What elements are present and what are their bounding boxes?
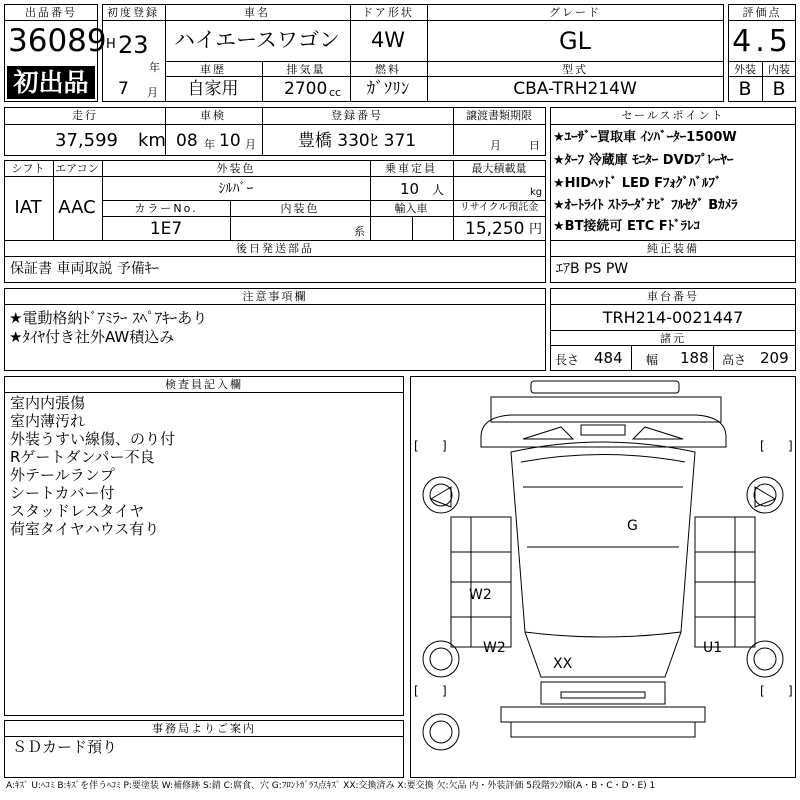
lot-number: 36089 xyxy=(8,23,107,59)
reg-era: H xyxy=(106,37,116,52)
inspector-line-8: 荷室タイヤハウス有り xyxy=(10,520,160,538)
bracket-3: [ xyxy=(760,439,765,453)
bracket-2: ] xyxy=(442,439,447,453)
load-label: 最大積載量 xyxy=(471,162,527,175)
mileage-label: 走行 xyxy=(72,109,98,122)
damage-mark-w2-bottom: W2 xyxy=(483,640,506,656)
model-label: 型式 xyxy=(562,63,588,76)
load-unit: kg xyxy=(530,187,543,198)
car-name-label: 車名 xyxy=(244,6,270,19)
width: 188 xyxy=(680,349,709,367)
interior-label: 内装 xyxy=(768,63,790,76)
bracket-8: ] xyxy=(788,684,793,698)
model: CBA-TRH214W xyxy=(513,79,637,99)
sales-line-2: ★ﾀｰﾌ 冷蔵庫 ﾓﾆﾀｰ DVDﾌﾟﾚｰﾔｰ xyxy=(553,153,734,168)
inspector-line-1: 室内内張傷 xyxy=(10,394,86,412)
cc-unit: cc xyxy=(329,86,342,99)
insp-year-unit: 年 xyxy=(204,138,215,151)
rear-body xyxy=(525,632,681,677)
insp-month-unit: 月 xyxy=(245,138,256,151)
sales-line-4: ★ｵｰﾄﾗｲﾄ ｽﾄﾗｰﾀﾞﾅﾋﾞ ﾌﾙｾｸﾞ Bｶﾒﾗ xyxy=(553,198,738,213)
notes-line-1: ★電動格納ﾄﾞｱﾐﾗｰ ｽﾍﾟｱｷｰあり xyxy=(9,309,208,327)
grade-label: グレード xyxy=(549,6,601,19)
history-label: 車歴 xyxy=(200,63,226,76)
reg-label: 初度登録 xyxy=(107,6,159,19)
bracket-1: [ xyxy=(414,439,419,453)
windshield-left xyxy=(523,427,573,439)
import-label: 輸入車 xyxy=(394,202,428,215)
exterior-color: ｼﾙﾊﾞｰ xyxy=(218,181,254,197)
shift-label: シフト xyxy=(11,162,45,175)
wheel-rear-right xyxy=(747,641,783,677)
interior-color-unit: 系 xyxy=(354,225,365,238)
score: 4.5 xyxy=(732,24,792,59)
height: 209 xyxy=(760,349,789,367)
wheel-rear-left xyxy=(423,641,459,677)
damage-mark-w2-top: W2 xyxy=(469,587,492,603)
damage-mark-g: G xyxy=(627,518,638,534)
shift: IAT xyxy=(14,197,42,218)
wheel-front-right xyxy=(747,477,783,513)
inspector-line-4: Rゲートダンパー不良 xyxy=(10,448,155,466)
bracket-5: [ xyxy=(414,684,419,698)
legend-text: A:ｷｽﾞ U:ﾍｺﾐ B:ｷｽﾞを伴うﾍｺﾐ P:要塗装 W:補修跡 S:錆 C:腐食、穴 G:ﾌﾛﾝﾄｶﾞﾗｽ点ｷｽﾞ XX:交換済み X:要交換 欠:欠品 内・外装評価 5段階ﾗﾝｸ順(A・B・C・D・E) 1 xyxy=(6,781,656,791)
rear-bumper xyxy=(541,682,665,704)
parts-label: 後日発送部品 xyxy=(236,242,314,255)
color-no-label: カラーNo. xyxy=(134,202,198,215)
inspection-label: 車検 xyxy=(200,109,226,122)
interior-color-label: 内装色 xyxy=(280,202,320,215)
year-unit: 年 xyxy=(149,61,160,74)
spare-wheel xyxy=(423,714,459,750)
interior-grade: B xyxy=(772,78,786,100)
inspector-line-7: スタッドレスタイヤ xyxy=(10,502,145,520)
notes-label: 注意事項欄 xyxy=(242,290,308,303)
wheel-front-left xyxy=(423,477,459,513)
yen-unit: 円 xyxy=(529,222,543,237)
displacement-label: 排気量 xyxy=(286,63,326,76)
transfer-label: 譲渡書類期限 xyxy=(466,109,532,122)
damage-mark-u1: U1 xyxy=(703,640,723,656)
displacement: 2700 xyxy=(284,79,328,99)
capacity-unit: 人 xyxy=(432,183,445,197)
recycle-label: リサイクル預託金 xyxy=(459,202,539,213)
door-label: ドア形状 xyxy=(362,6,414,19)
exterior-label: 外装 xyxy=(734,63,756,76)
transfer-day: 日 xyxy=(529,139,540,152)
capacity: 10 xyxy=(400,180,420,198)
aircon-label: エアコン xyxy=(55,162,99,175)
aircon: AAC xyxy=(58,197,96,218)
history: 自家用 xyxy=(187,79,239,99)
car-name: ハイエースワゴン xyxy=(173,28,341,52)
plate: 豊橋 330ﾋ 371 xyxy=(297,131,417,151)
notes-line-2: ★ﾀｲﾔ付き社外AW積込み xyxy=(9,328,175,346)
bracket-4: ] xyxy=(788,439,793,453)
exterior-grade: B xyxy=(738,78,752,100)
inspector-line-6: シートカバー付 xyxy=(10,484,115,502)
bracket-6: ] xyxy=(442,684,447,698)
inspector-line-5: 外テールランプ xyxy=(10,466,115,484)
car-diagram xyxy=(411,377,795,777)
color-no: 1E7 xyxy=(149,219,183,239)
dims-label: 諸元 xyxy=(660,332,686,345)
bracket-7: [ xyxy=(760,684,765,698)
sales-line-5: ★BT接続可 ETC Fﾄﾞﾗﾚｺ xyxy=(553,219,701,234)
door-type: 4W xyxy=(370,28,406,52)
first-listing: 初出品 xyxy=(13,68,89,97)
grade: GL xyxy=(559,27,591,55)
plate-label: 登録番号 xyxy=(331,109,383,122)
insp-month: 10 xyxy=(219,131,241,151)
body-outline-top xyxy=(491,397,721,422)
lot-label: 出品番号 xyxy=(25,6,77,19)
color-label: 外装色 xyxy=(216,162,256,175)
recycle: 15,250 xyxy=(465,219,525,239)
reg-year: 23 xyxy=(118,31,149,59)
insp-year: 08 xyxy=(176,131,198,151)
reg-month: 7 xyxy=(118,79,129,99)
windshield-right xyxy=(633,427,683,439)
sales-line-3: ★HIDﾍｯﾄﾞ LED Fﾌｫｸﾞﾊﾞﾙﾌﾞ xyxy=(553,176,722,191)
width-label: 幅 xyxy=(646,353,659,367)
equipment-label: 純正装備 xyxy=(647,242,699,255)
km-unit: km xyxy=(138,130,166,151)
inspector-line-3: 外装うすい線傷、のり付 xyxy=(10,430,176,448)
transfer-month: 月 xyxy=(490,139,501,152)
inspector-line-2: 室内薄汚れ xyxy=(10,412,86,430)
height-label: 高さ xyxy=(722,353,747,367)
office-label: 事務局よりご案内 xyxy=(152,722,256,735)
capacity-label: 乗車定員 xyxy=(385,162,437,175)
month-unit: 月 xyxy=(147,86,158,99)
body-center xyxy=(511,442,695,637)
roof-outline xyxy=(531,381,679,393)
fuel-label: 燃料 xyxy=(375,63,401,76)
mileage: 37,599 xyxy=(55,130,118,151)
fuel: ｶﾞｿﾘﾝ xyxy=(366,79,410,99)
sales-line-1: ★ﾕｰｻﾞｰ買取車 ｲﾝﾊﾞｰﾀｰ1500W xyxy=(553,130,737,145)
score-label: 評価点 xyxy=(742,6,782,19)
parts-text: 保証書 車両取説 予備ｷｰ xyxy=(10,261,159,277)
chassis-number: TRH214-0021447 xyxy=(602,308,744,327)
chassis-label: 車台番号 xyxy=(647,290,699,303)
length-label: 長さ xyxy=(555,353,580,367)
damage-mark-xx: XX xyxy=(553,656,573,672)
sales-label: セールスポイント xyxy=(621,109,725,122)
length: 484 xyxy=(594,349,623,367)
office-text: ＳＤカード預り xyxy=(12,738,118,756)
equipment-text: ｴｱB PS PW xyxy=(556,261,629,277)
inspector-label: 検査員記入欄 xyxy=(165,378,243,391)
